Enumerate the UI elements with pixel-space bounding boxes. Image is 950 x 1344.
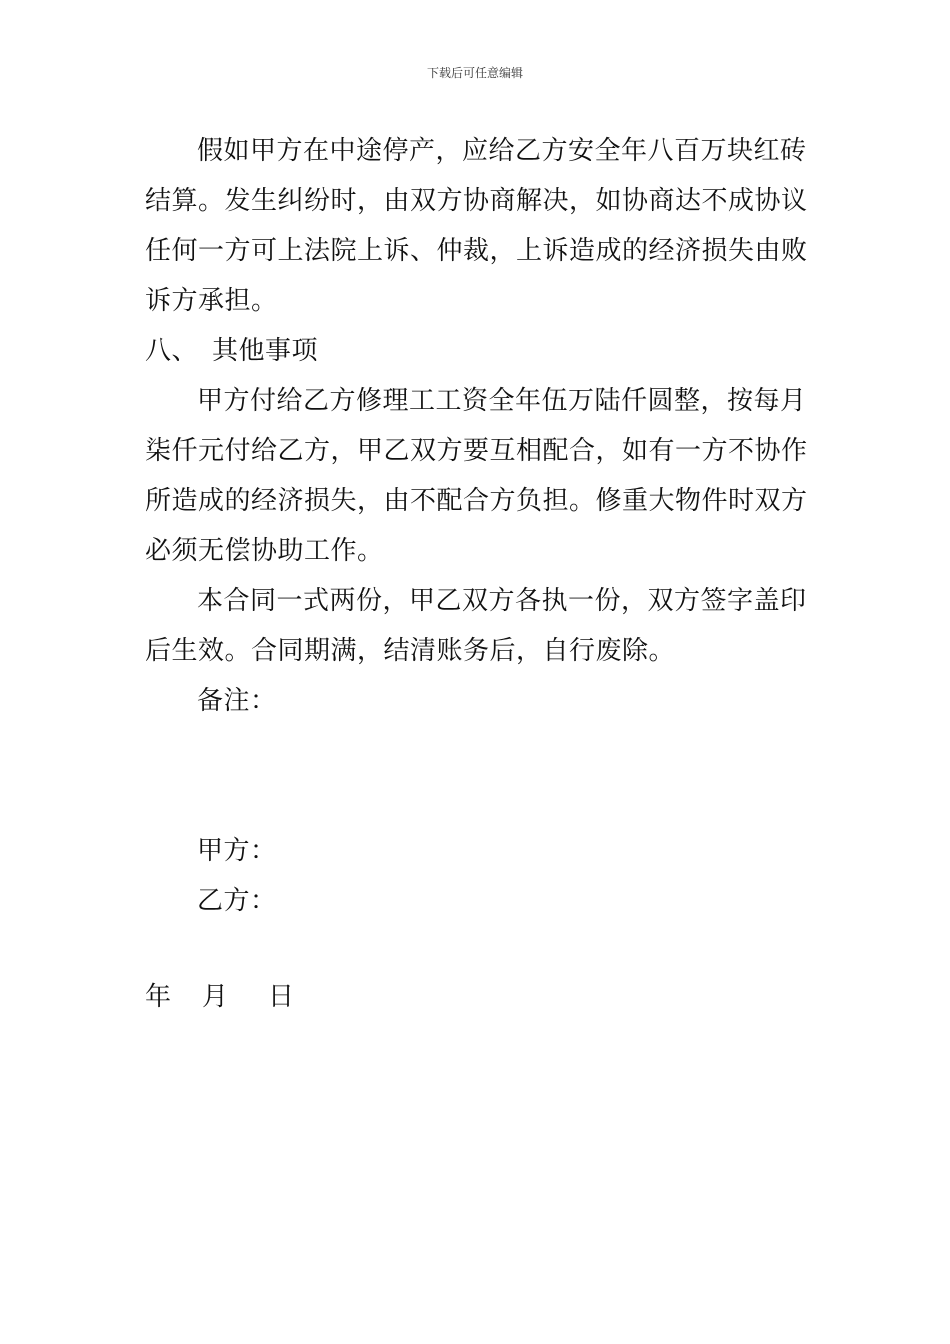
- paragraph-1-line-3: 任何一方可上法院上诉、仲裁，上诉造成的经济损失由败: [145, 236, 808, 266]
- paragraph-2-line-3: 所造成的经济损失，由不配合方负担。修重大物件时双方: [145, 486, 808, 516]
- paragraph-1-line-1: 假如甲方在中途停产，应给乙方安全年八百万块红砖: [197, 136, 807, 166]
- page-header-note: 下载后可任意编辑: [426, 66, 523, 80]
- section-8-number: 八、: [145, 336, 199, 366]
- party-b-signature-label: 乙方：: [197, 886, 277, 916]
- paragraph-2-line-2: 柒仟元付给乙方，甲乙双方要互相配合，如有一方不协作: [145, 436, 808, 466]
- paragraph-3-line-1: 本合同一式两份，甲乙双方各执一份，双方签字盖印: [197, 586, 807, 616]
- paragraph-2-line-4: 必须无偿协助工作。: [145, 536, 384, 566]
- remarks-label: 备注：: [197, 686, 277, 716]
- party-a-signature-label: 甲方：: [197, 836, 277, 866]
- paragraph-1-line-2: 结算。发生纠纷时，由双方协商解决，如协商达不成协议: [145, 186, 808, 216]
- date-month-label: 月: [202, 982, 229, 1012]
- date-year-label: 年: [145, 982, 172, 1012]
- paragraph-1-line-4: 诉方承担。: [145, 286, 278, 316]
- date-day-label: 日: [268, 982, 295, 1012]
- paragraph-3-line-2: 后生效。合同期满，结清账务后，自行废除。: [145, 636, 676, 666]
- section-8-title: 其他事项: [212, 336, 319, 366]
- paragraph-2-line-1: 甲方付给乙方修理工工资全年伍万陆仟圆整，按每月: [197, 386, 807, 416]
